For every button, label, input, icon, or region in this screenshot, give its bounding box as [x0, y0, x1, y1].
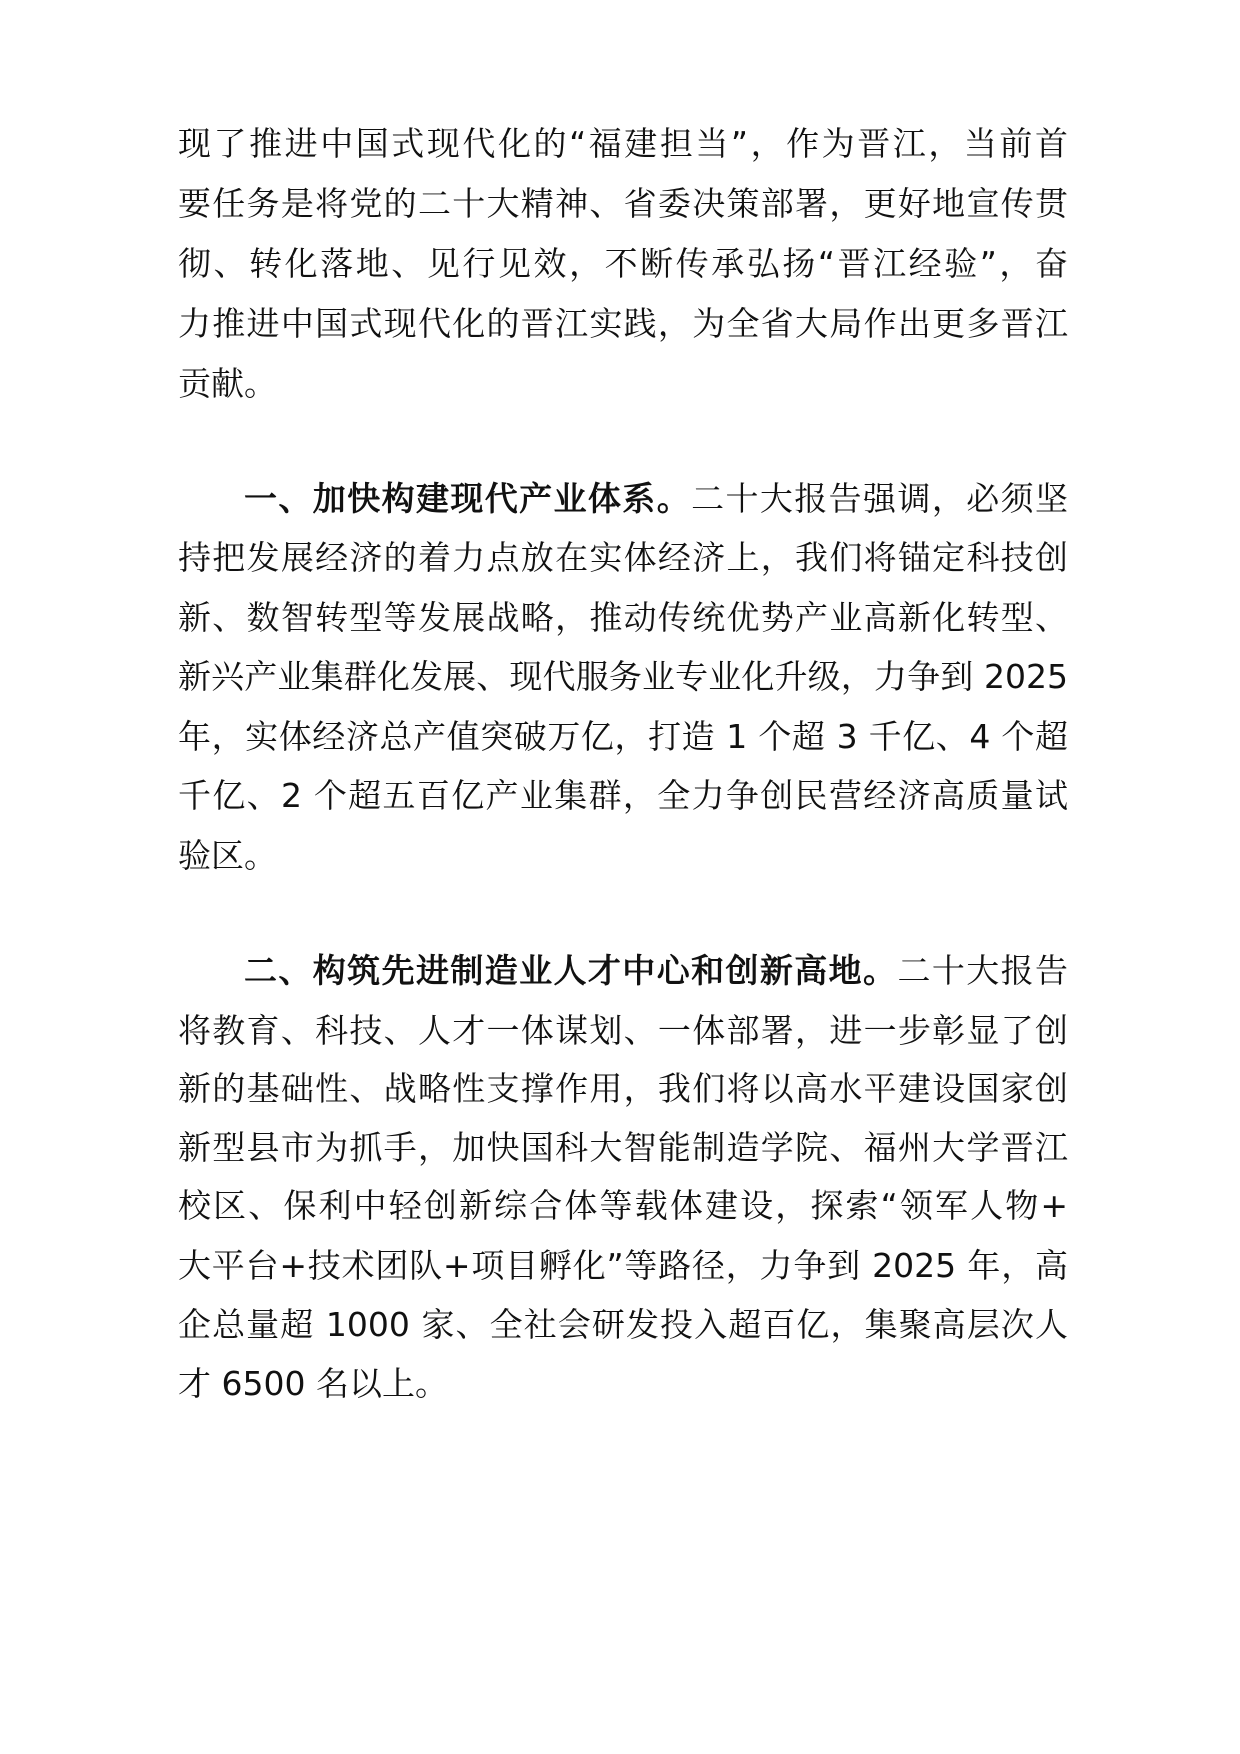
paragraph-line: 将教育、科技、人才一体谋划、一体部署，进一步彰显了创 [178, 1011, 1068, 1050]
section-text: 二十大报告强调，必须坚 [691, 479, 1069, 518]
paragraph-line: 验区。 [178, 836, 277, 875]
paragraph-line: 力推进中国式现代化的晋江实践，为全省大局作出更多晋江 [178, 304, 1068, 343]
paragraph-line: 千亿、2 个超五百亿产业集群，全力争创民营经济高质量试 [178, 776, 1068, 815]
paragraph-line: 新兴产业集群化发展、现代服务业专业化升级，力争到 2025 [178, 657, 1068, 696]
section-heading: 一、加快构建现代产业体系。 [244, 479, 692, 518]
paragraph-line: 新、数智转型等发展战略，推动传统优势产业高新化转型、 [178, 598, 1068, 637]
paragraph-line: 企总量超 1000 家、全社会研发投入超百亿，集聚高层次人 [178, 1305, 1068, 1344]
section-text: 二十大报告 [897, 951, 1069, 990]
paragraph-line: 新的基础性、战略性支撑作用，我们将以高水平建设国家创 [178, 1069, 1068, 1108]
paragraph-line: 才 6500 名以上。 [178, 1364, 448, 1403]
section-first-line [244, 951, 1068, 991]
section-heading: 二、构筑先进制造业人才中心和创新高地。 [244, 951, 898, 990]
paragraph-line: 年，实体经济总产值突破万亿，打造 1 个超 3 千亿、4 个超 [178, 717, 1068, 756]
paragraph-line: 现了推进中国式现代化的“福建担当”，作为晋江，当前首 [178, 124, 1068, 163]
paragraph-line: 大平台+技术团队+项目孵化”等路径，力争到 2025 年，高 [178, 1246, 1068, 1285]
paragraph-line: 彻、转化落地、见行见效，不断传承弘扬“晋江经验”，奋 [178, 244, 1068, 283]
section-first-line [244, 479, 1068, 519]
paragraph-line: 新型县市为抓手，加快国科大智能制造学院、福州大学晋江 [178, 1128, 1068, 1167]
paragraph-line: 要任务是将党的二十大精神、省委决策部署，更好地宣传贯 [178, 184, 1068, 223]
paragraph-line: 贡献。 [178, 364, 277, 403]
paragraph-line: 持把发展经济的着力点放在实体经济上，我们将锚定科技创 [178, 538, 1068, 577]
paragraph-line: 校区、保利中轻创新综合体等载体建设，探索“领军人物+ [178, 1186, 1068, 1225]
